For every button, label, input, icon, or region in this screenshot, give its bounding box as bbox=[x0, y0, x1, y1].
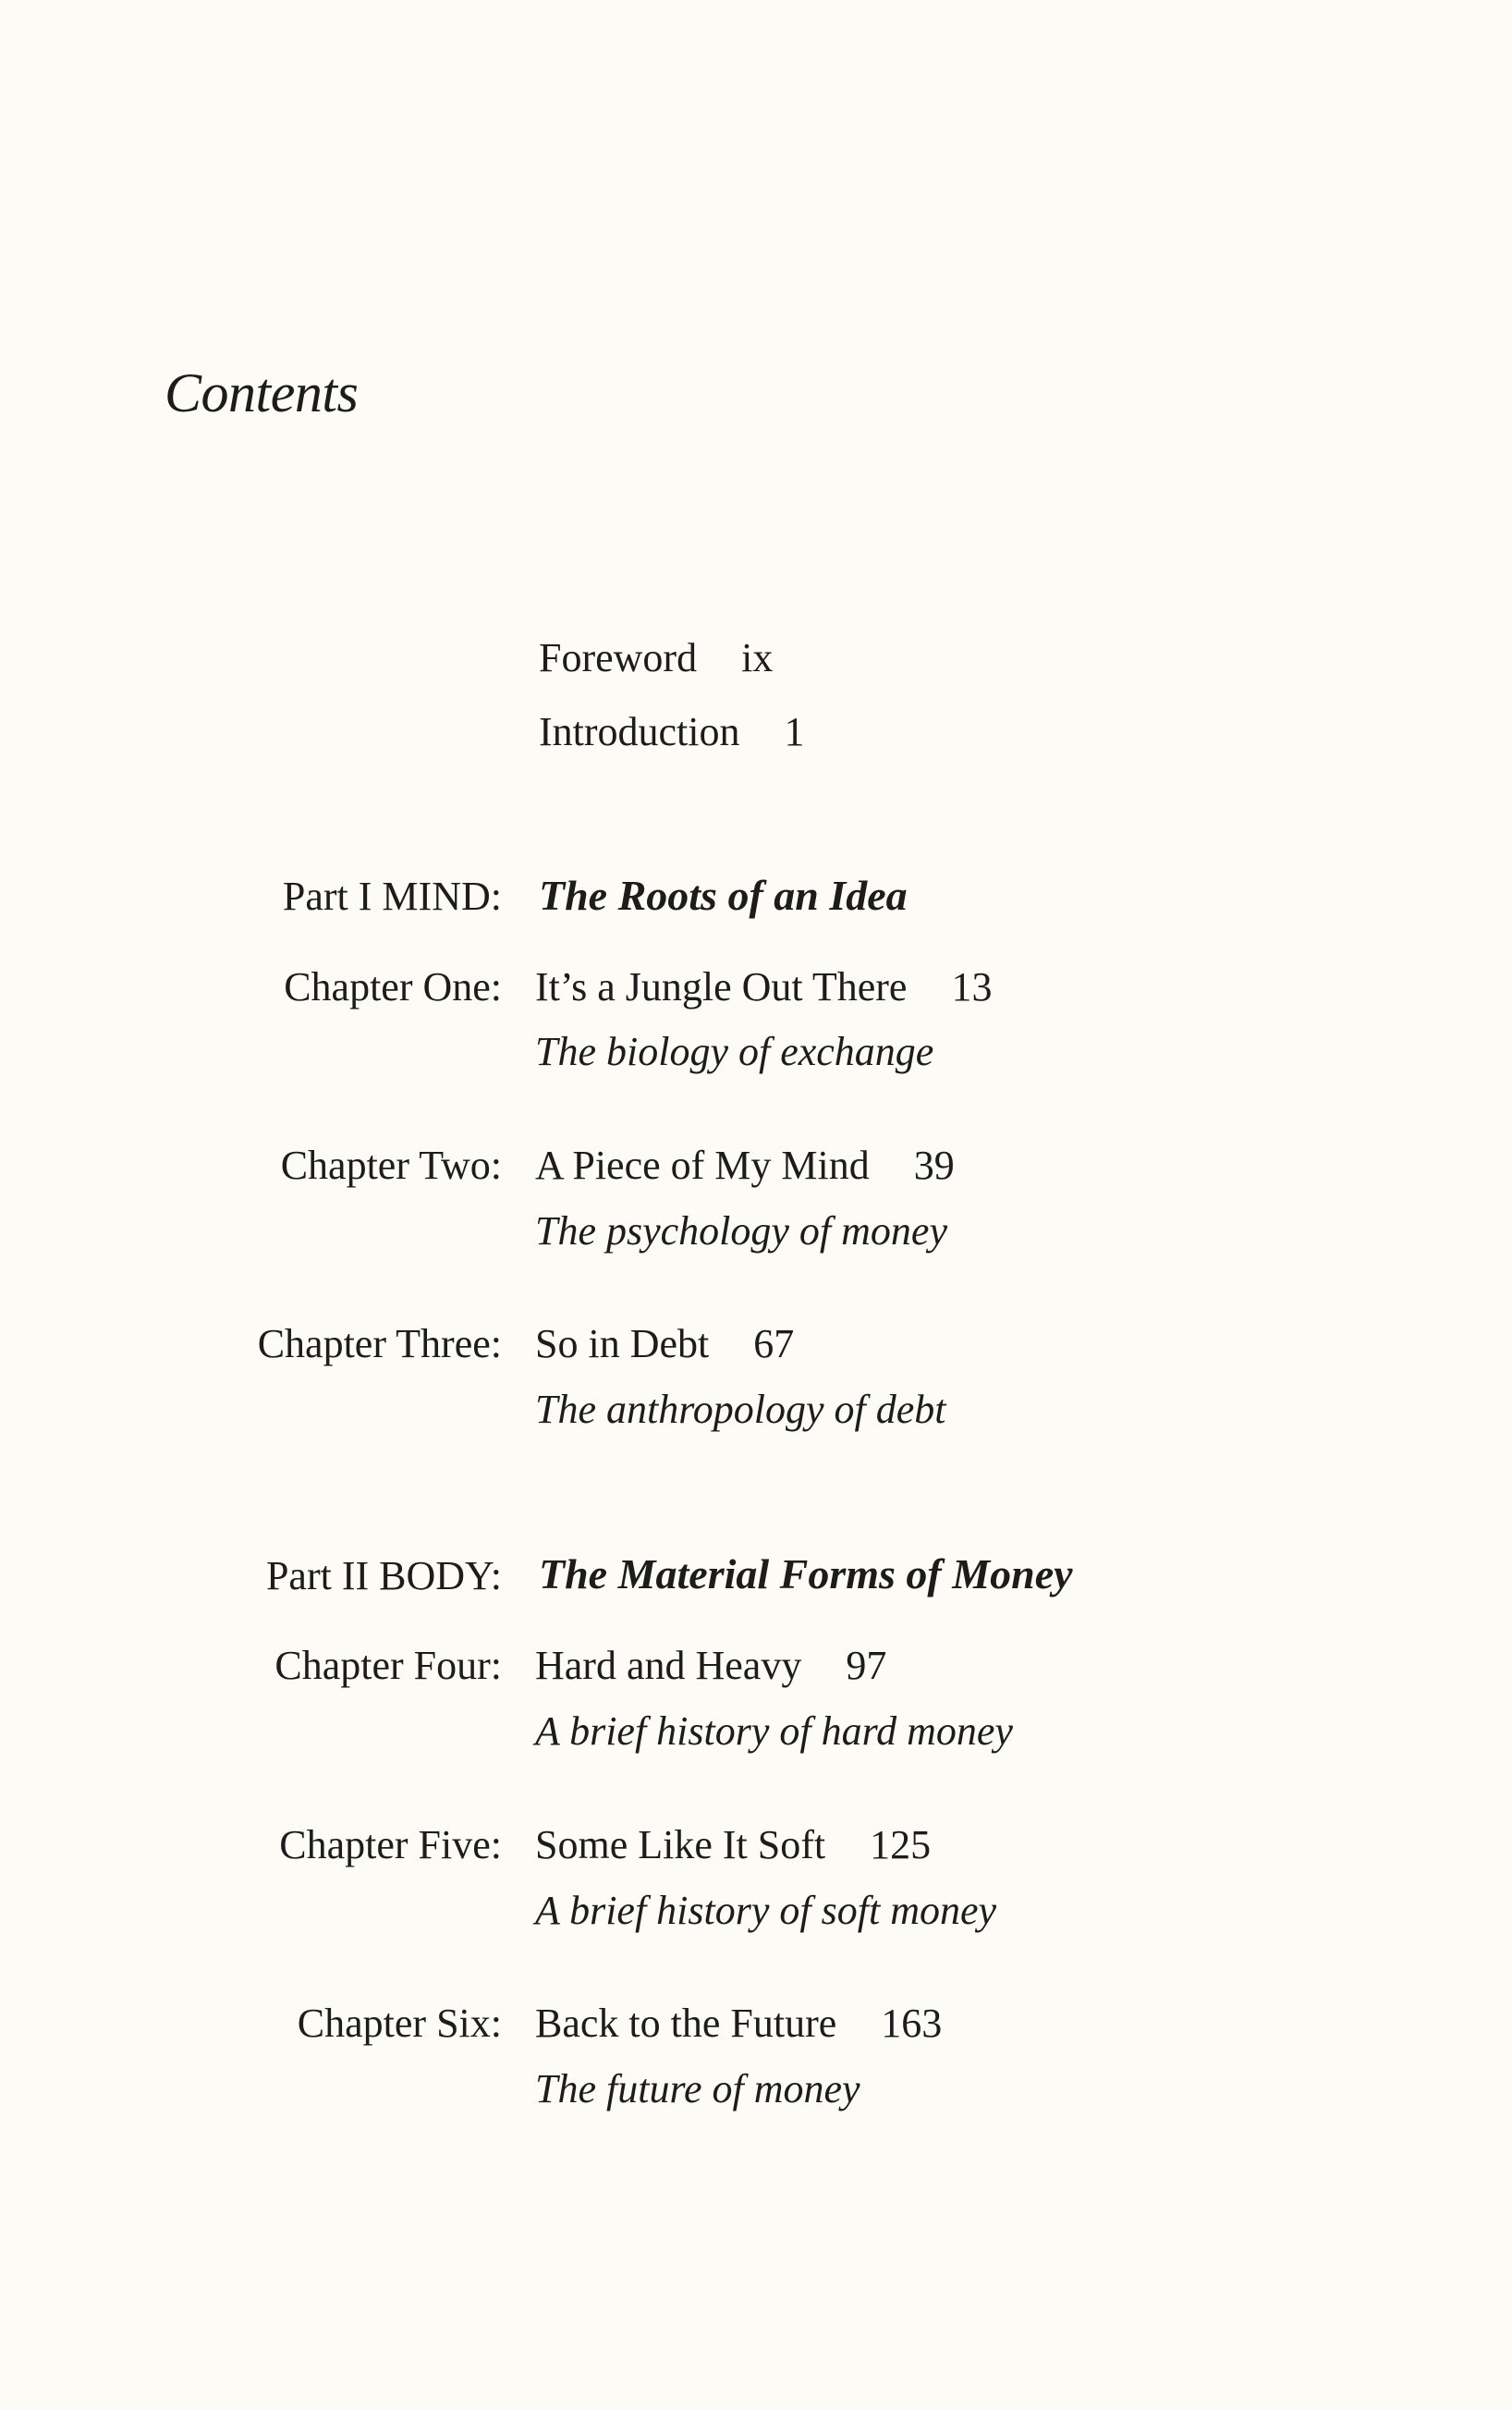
page-number: 97 bbox=[846, 1643, 887, 1688]
toc-entry-chapter-one[interactable] bbox=[535, 964, 993, 1010]
page-number: 1 bbox=[784, 709, 805, 754]
chapter-label-five: Chapter Five: bbox=[279, 1822, 502, 1867]
chapter-subtitle-five: A brief history of soft money bbox=[535, 1888, 997, 1933]
chapter-label-two: Chapter Two: bbox=[280, 1143, 502, 1188]
toc-entry-chapter-four[interactable] bbox=[535, 1643, 887, 1688]
entry-title: Hard and Heavy bbox=[535, 1643, 802, 1688]
page-title: Contents bbox=[165, 362, 359, 423]
chapter-subtitle-one: The biology of exchange bbox=[535, 1029, 934, 1074]
toc-entry-chapter-five[interactable] bbox=[535, 1822, 932, 1867]
toc-entry-chapter-three[interactable] bbox=[535, 1321, 795, 1366]
page-number: 67 bbox=[753, 1321, 795, 1366]
toc-entry-chapter-six[interactable] bbox=[535, 2003, 942, 2044]
page-number: 163 bbox=[881, 2001, 943, 2046]
chapter-label-six: Chapter Six: bbox=[297, 2001, 502, 2046]
entry-title: It’s a Jungle Out There bbox=[535, 964, 908, 1010]
part-label-1: Part I MIND: bbox=[282, 874, 502, 919]
part-title-2[interactable]: The Material Forms of Money bbox=[539, 1550, 1073, 1597]
chapter-label-four: Chapter Four: bbox=[274, 1643, 502, 1688]
toc-entry-foreword[interactable] bbox=[539, 635, 774, 680]
page-number: 39 bbox=[913, 1143, 955, 1188]
page-number: 13 bbox=[951, 964, 993, 1010]
entry-title: A Piece of My Mind bbox=[535, 1143, 870, 1188]
chapter-subtitle-two: The psychology of money bbox=[535, 1208, 947, 1254]
chapter-subtitle-four: A brief history of hard money bbox=[535, 1708, 1013, 1754]
page-number: ix bbox=[741, 635, 774, 680]
toc-entry-introduction[interactable] bbox=[539, 709, 805, 754]
chapter-label-three: Chapter Three: bbox=[257, 1321, 502, 1366]
entry-title: Some Like It Soft bbox=[535, 1822, 826, 1867]
chapter-subtitle-six: The future of money bbox=[535, 2066, 860, 2111]
chapter-subtitle-three: The anthropology of debt bbox=[535, 1387, 946, 1432]
entry-title: So in Debt bbox=[535, 1321, 710, 1366]
part-label-2: Part II BODY: bbox=[265, 1553, 502, 1598]
page-number: 125 bbox=[870, 1822, 932, 1867]
entry-title: Foreword bbox=[539, 635, 698, 680]
chapter-label-one: Chapter One: bbox=[284, 964, 502, 1010]
entry-title: Back to the Future bbox=[535, 2001, 837, 2046]
toc-entry-chapter-two[interactable] bbox=[535, 1145, 955, 1186]
entry-title: Introduction bbox=[539, 709, 740, 754]
part-title-1[interactable]: The Roots of an Idea bbox=[539, 872, 908, 919]
